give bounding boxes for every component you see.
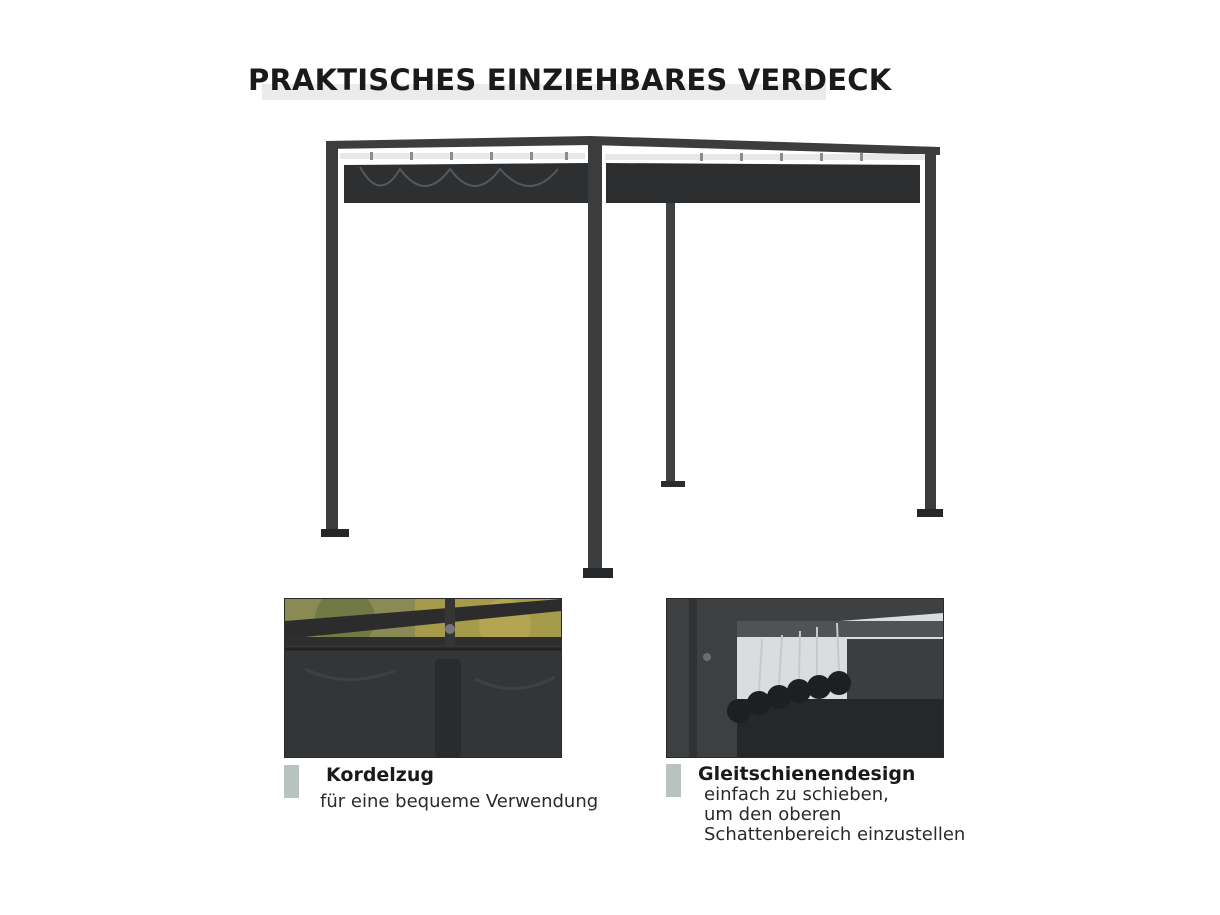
pergola-illustration <box>300 125 960 590</box>
back-post <box>666 200 675 485</box>
feature-title-gleitschiene: Gleitschienendesign <box>698 763 916 785</box>
right-post <box>925 147 936 513</box>
feature-accent-bar <box>284 765 299 798</box>
feature-desc-line: einfach zu schieben, <box>704 784 889 805</box>
feature-desc-line: um den oberen <box>704 804 842 825</box>
feature-desc-kordelzug: für eine bequeme Verwendung <box>320 791 599 812</box>
canopy-right <box>606 163 920 203</box>
page-title: PRAKTISCHES EINZIEHBARES VERDECK <box>248 63 892 97</box>
feature-desc-line: Schattenbereich einzustellen <box>704 824 966 845</box>
left-post <box>326 142 338 534</box>
gleitschiene-photo <box>666 598 944 758</box>
feature-accent-bar <box>666 764 681 797</box>
top-beam <box>326 136 940 155</box>
center-post <box>588 137 602 573</box>
kordelzug-photo <box>284 598 562 758</box>
feature-title-kordelzug: Kordelzug <box>326 764 434 786</box>
